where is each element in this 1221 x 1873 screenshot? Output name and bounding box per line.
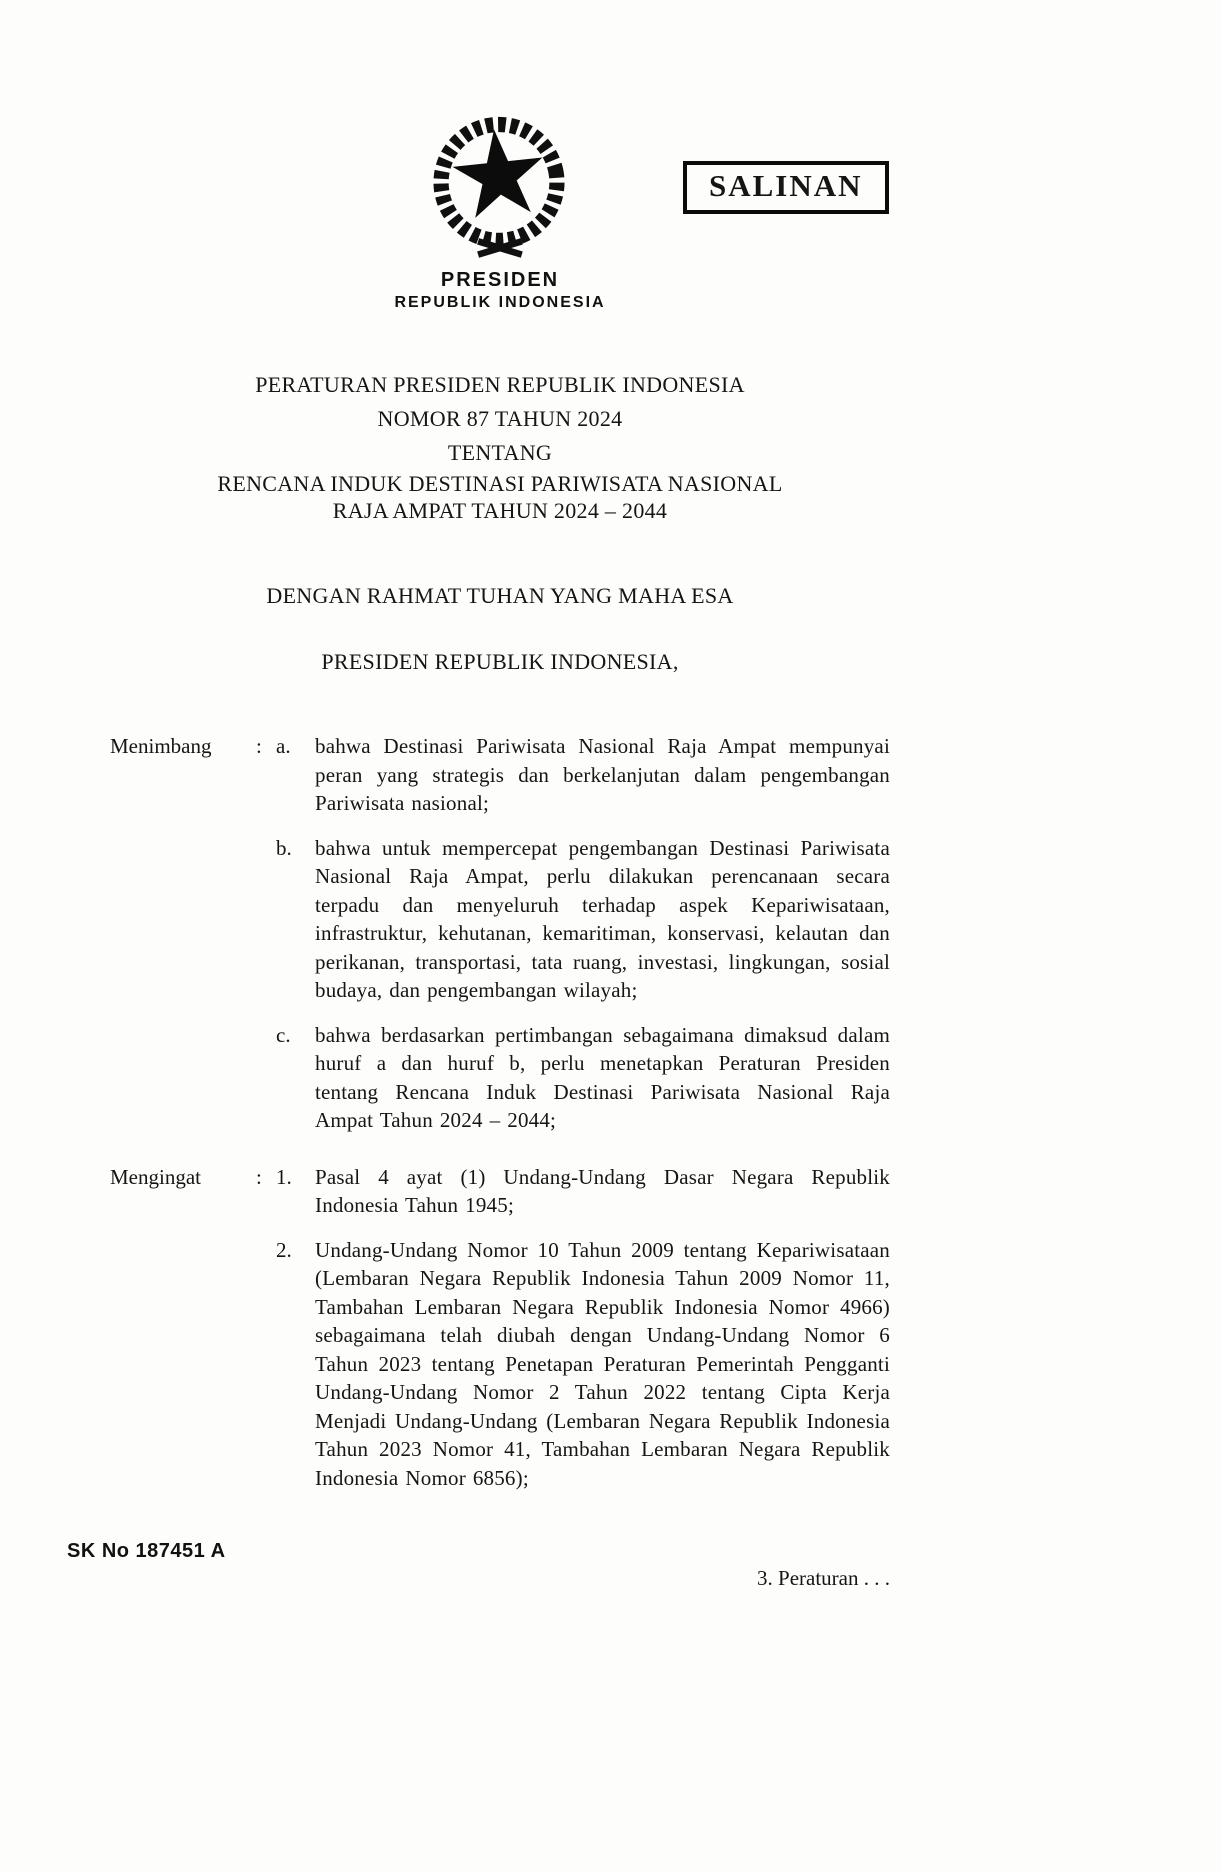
regulation-subject-line1: RENCANA INDUK DESTINASI PARIWISATA NASIONAL: [217, 471, 783, 496]
menimbang-colon: :: [256, 734, 262, 758]
item-marker: b.: [276, 835, 292, 860]
menimbang-item-b: [276, 834, 890, 1005]
item-text: Undang-Undang Nomor 10 Tahun 2009 tentang Kepariwisataan (Lembaran Negara Republik Indonesia Tahun 2009 Nomor 11, Tambahan Lembaran Negara Republik Indonesia Nomor 4966) sebagaimana telah diubah dengan Undang-Undang Nomor 6 Tahun 2023 tentang Penetapan Peraturan Pemerintah Pengganti Undang-Undang Nomor 2 Tahun 2022 tentang Cipta Kerja Menjadi Undang-Undang (Lembaran Negara Republik Indonesia Tahun 2023 Nomor 41, Tambahan Lembaran Negara Republik Indonesia Nomor 6856);: [315, 1237, 890, 1490]
menimbang-item-a: [276, 732, 890, 818]
mengingat-colon: :: [256, 1164, 262, 1189]
menimbang-section: [110, 732, 890, 1135]
regulation-kind: PERATURAN PRESIDEN REPUBLIK INDONESIA: [255, 372, 745, 397]
header-spacer: [110, 0, 890, 368]
item-text: Pasal 4 ayat (1) Undang-Undang Dasar Negara Republik Indonesia Tahun 1945;: [315, 1164, 890, 1217]
menimbang-items: [276, 732, 890, 1135]
item-text: bahwa untuk mempercepat pengembangan Destinasi Pariwisata Nasional Raja Ampat, perlu dilakukan perencanaan secara terpadu dan menyeluruh terhadap aspek Kepariwisataan, infrastruktur, kehutanan, kemaritiman, konservasi, kelautan dan perikanan, transportasi, tata ruang, investasi, lingkungan, sosial budaya, dan pengembangan wilayah;: [315, 835, 890, 1002]
sk-number: SK No 187451 A: [67, 1540, 226, 1562]
invocation: DENGAN RAHMAT TUHAN YANG MAHA ESA: [266, 583, 734, 608]
item-marker: a.: [276, 734, 291, 758]
item-text: bahwa Destinasi Pariwisata Nasional Raja Ampat mempunyai peran yang strategis dan berkelanjutan dalam pengembangan Pariwisata nasional;: [315, 734, 890, 815]
regulation-number: NOMOR 87 TAHUN 2024: [377, 406, 623, 431]
mengingat-section: [110, 1163, 890, 1493]
document-body: [110, 0, 890, 1592]
mengingat-label: Mengingat: [110, 1164, 201, 1189]
mengingat-items: [276, 1163, 890, 1493]
letterhead-presiden: PRESIDEN: [440, 269, 560, 291]
title-block: [110, 368, 890, 524]
regulation-tentang: TENTANG: [447, 440, 553, 465]
regulation-subject-line2: RAJA AMPAT TAHUN 2024 – 2044: [332, 498, 668, 523]
menimbang-item-c: [276, 1021, 890, 1135]
enacting-authority: PRESIDEN REPUBLIK INDONESIA,: [321, 649, 679, 674]
page-catchword: 3. Peraturan . . .: [757, 1566, 890, 1590]
menimbang-label: Menimbang: [110, 734, 212, 758]
mengingat-item-1: [276, 1163, 890, 1220]
item-marker: c.: [276, 1022, 291, 1047]
item-text: bahwa berdasarkan pertimbangan sebagaimana dimaksud dalam huruf a dan huruf b, perlu menetapkan Peraturan Presiden tentang Rencana Induk Destinasi Pariwisata Nasional Raja Ampat Tahun 2024 – 2044;: [315, 1022, 890, 1132]
item-marker: 1.: [276, 1164, 292, 1189]
mengingat-item-2: [276, 1236, 890, 1493]
letterhead-republik-indonesia: REPUBLIK INDONESIA: [394, 294, 606, 311]
salinan-label: SALINAN: [709, 168, 863, 203]
item-marker: 2.: [276, 1237, 292, 1262]
